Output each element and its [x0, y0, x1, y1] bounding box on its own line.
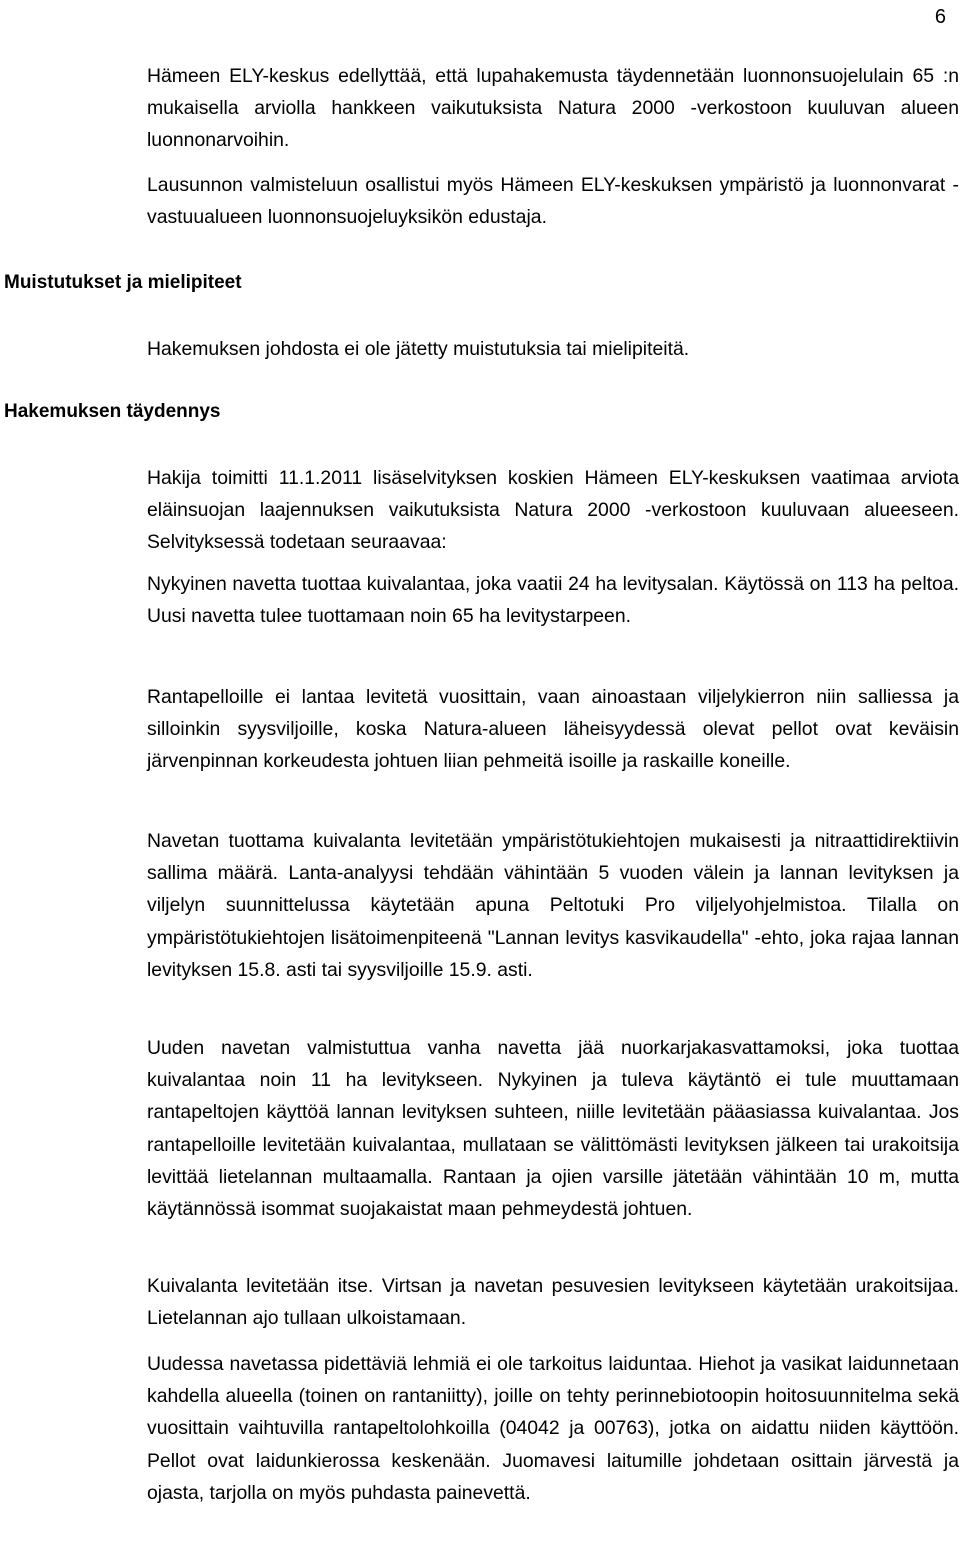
paragraph-no-objections: Hakemuksen johdosta ei ole jätetty muistutuksia tai mielipiteitä.	[147, 338, 690, 360]
paragraph-manure-area: Nykyinen navetta tuottaa kuivalantaa, joka vaatii 24 ha levitysalan. Käytössä on 113 ha peltoa. Uusi navetta tulee tuottamaan noin 65 ha levitystarpeen.	[147, 573, 959, 628]
paragraph-statement-participation: Lausunnon valmisteluun osallistui myös Hämeen ELY-keskuksen ympäristö ja luonnonvarat -vastuualueen luonnonsuojeluyksikön edustaja.	[147, 174, 959, 229]
paragraph-old-barn: Uuden navetan valmistuttua vanha navetta jää nuorkarjakasvattamoksi, joka tuottaa kuivalantaa noin 11 ha levitykseen. Nykyinen ja tuleva käytäntö ei tule muuttamaan rantapeltojen käyttöä lannan levityksen suhteen, niille levitetään pääasiassa kuivalantaa. Jos rantapelloille levitetään kuivalantaa, mullataan se välittömästi levityksen jälkeen tai urakoitsija levittää lietelannan multaamalla. Rantaan ja ojien varsille jätetään vähintään 10 m, mutta käytännössä isommat suojakaistat maan pehmeydestä johtuen.	[147, 1037, 959, 1221]
paragraph-manure-spreading: Navetan tuottama kuivalanta levitetään ympäristötukiehtojen mukaisesti ja nitraattidirektiivin sallima määrä. Lanta-analyysi tehdään vähintään 5 vuoden välein ja lannan levityksen ja viljelyn suunnittelussa käytetään apuna Peltotuki Pro viljelyohjelmistoa. Tilalla on ympäristötukiehtojen lisätoimenpiteenä "Lannan levitys kasvikaudella" -ehto, joka rajaa lannan levityksen 15.8. asti tai syysviljoille 15.9. asti.	[147, 830, 959, 981]
paragraph-contractor: Kuivalanta levitetään itse. Virtsan ja navetan pesuvesien levitykseen käytetään urakoitsijaa. Lietelannan ajo tullaan ulkoistamaan.	[147, 1275, 959, 1330]
paragraph-grazing: Uudessa navetassa pidettäviä lehmiä ei ole tarkoitus laiduntaa. Hiehot ja vasikat laidunnetaan kahdella alueella (toinen on rantaniitty), joille on tehty perinnebiotoopin hoitosuunnitelma sekä vuosittain vaihtuvilla rantapeltolohkoilla (04042 ja 00763), jotka on aidattu niiden käyttöön. Pellot ovat laidunkierossa keskenään. Juomavesi laitumille johdetaan osittain järvestä ja ojasta, tarjolla on myös puhdasta painevettä.	[147, 1353, 959, 1504]
paragraph-natura-requirement: Hämeen ELY-keskus edellyttää, että lupahakemusta täydennetään luonnonsuojelulain 65 :n mukaisella arviolla hankkeen vaikutuksista Natura 2000 -verkostoon kuuluvan alueen luonnonarvoihin.	[147, 65, 959, 152]
paragraph-shore-fields: Rantapelloille ei lantaa levitetä vuosittain, vaan ainoastaan viljelykierron niin salliessa ja silloinkin syysviljoille, koska Natura-alueen läheisyydessä olevat pellot ovat keväisin järvenpinnan korkeudesta johtuen liian pehmeitä isoille ja raskaille koneille.	[147, 686, 959, 773]
page-number: 6	[934, 6, 946, 28]
heading-muistutukset: Muistutukset ja mielipiteet	[4, 272, 242, 293]
paragraph-supplement-intro: Hakija toimitti 11.1.2011 lisäselvityksen koskien Hämeen ELY-keskuksen vaatimaa arviota eläinsuojan laajennuksen vaikutuksista Natura 2000 -verkostoon kuuluvaan alueeseen. Selvityksessä todetaan seuraavaa:	[147, 467, 959, 554]
heading-taydennys: Hakemuksen täydennys	[4, 401, 221, 422]
